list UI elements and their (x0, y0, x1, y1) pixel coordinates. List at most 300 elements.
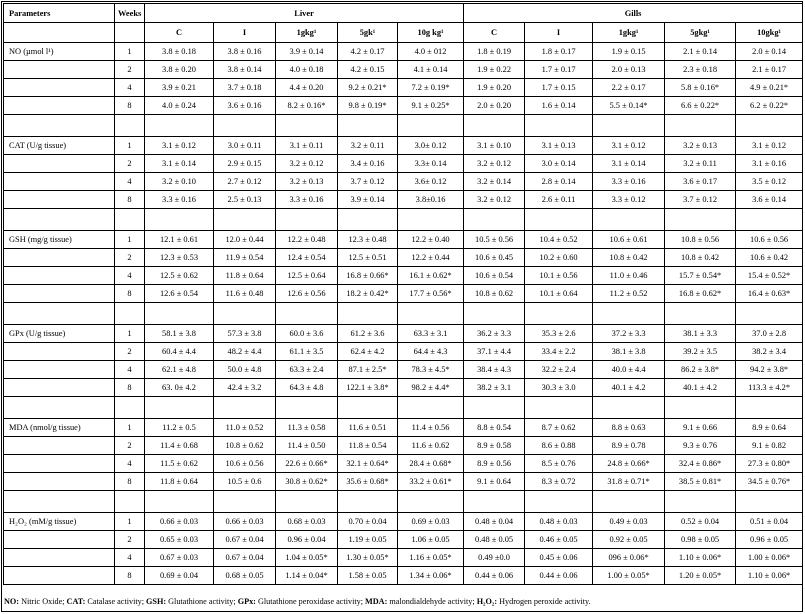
value-cell: 8.9 ± 0.58 (464, 437, 525, 455)
parameter-cell (4, 455, 115, 473)
value-cell: 1.00 ± 0.06* (736, 549, 803, 567)
parameter-cell (4, 173, 115, 191)
value-cell: 28.4 ± 0.68* (398, 455, 464, 473)
value-cell: 10.2 ± 0.60 (525, 249, 593, 267)
value-cell: 12.6 ± 0.56 (276, 285, 338, 303)
parameter-cell: GPx (U/g tissue) (4, 325, 115, 343)
week-cell: 2 (115, 531, 145, 549)
value-cell: 4.9 ± 0.21* (736, 79, 803, 97)
value-cell: 9.1 ± 0.66 (665, 419, 736, 437)
spacer-row (4, 397, 803, 419)
value-cell: 1.34 ± 0.06* (398, 567, 464, 585)
value-cell: 10.8 ± 0.42 (593, 249, 665, 267)
blank-cell (338, 397, 398, 419)
value-cell: 38.2 ± 3.4 (736, 343, 803, 361)
value-cell: 12.2 ± 0.40 (398, 231, 464, 249)
parameter-cell (4, 379, 115, 397)
gills-i-header: I (525, 23, 593, 43)
blank-cell (736, 209, 803, 231)
table-row (4, 419, 803, 437)
value-cell: 12.4 ± 0.54 (276, 249, 338, 267)
value-cell: 60.0 ± 3.6 (276, 325, 338, 343)
value-cell: 1.6 ± 0.14 (525, 97, 593, 115)
value-cell: 63. 0± 4.2 (145, 379, 214, 397)
blank-cell (593, 303, 665, 325)
value-cell: 40.0 ± 4.4 (593, 361, 665, 379)
value-cell: 6.2 ± 0.22* (736, 97, 803, 115)
value-cell: 8.6 ± 0.88 (525, 437, 593, 455)
table-row (4, 97, 803, 115)
value-cell: 32.4 ± 0.86* (665, 455, 736, 473)
liver-5g-header: 5gk¹ (338, 23, 398, 43)
value-cell: 2.6 ± 0.11 (525, 191, 593, 209)
value-cell: 8.9 ± 0.78 (593, 437, 665, 455)
value-cell: 10.4 ± 0.52 (525, 231, 593, 249)
value-cell: 2.0 ± 0.20 (464, 97, 525, 115)
week-cell: 8 (115, 97, 145, 115)
value-cell: 10.8 ± 0.42 (665, 249, 736, 267)
table-row (4, 173, 803, 191)
spacer-row (4, 303, 803, 325)
footnote-abbr: GSH: (146, 597, 167, 606)
blank-cell (464, 397, 525, 419)
value-cell: 12.5 ± 0.64 (276, 267, 338, 285)
blank-cell (338, 303, 398, 325)
value-cell: 8.9 ± 0.56 (464, 455, 525, 473)
week-cell: 1 (115, 513, 145, 531)
value-cell: 35.6 ± 0.68* (338, 473, 398, 491)
table-row (4, 437, 803, 455)
table-row (4, 137, 803, 155)
value-cell: 6.6 ± 0.22* (665, 97, 736, 115)
value-cell: 3.8±0.16 (398, 191, 464, 209)
value-cell: 3.6± 0.12 (398, 173, 464, 191)
week-cell: 1 (115, 43, 145, 61)
value-cell: 42.4 ± 3.2 (214, 379, 276, 397)
week-cell: 8 (115, 285, 145, 303)
value-cell: 16.8 ± 0.62* (665, 285, 736, 303)
value-cell: 3.1 ± 0.12 (145, 137, 214, 155)
value-cell: 2.9 ± 0.15 (214, 155, 276, 173)
blank-cell (736, 115, 803, 137)
week-cell: 4 (115, 455, 145, 473)
value-cell: 9.8 ± 0.19* (338, 97, 398, 115)
value-cell: 3.6 ± 0.16 (214, 97, 276, 115)
value-cell: 10.8 ± 0.56 (665, 231, 736, 249)
value-cell: 1.9 ± 0.20 (464, 79, 525, 97)
footnote-text: Nitric Oxide; (19, 597, 67, 606)
value-cell: 0.66 ± 0.03 (145, 513, 214, 531)
value-cell: 0.92 ± 0.05 (593, 531, 665, 549)
week-cell: 1 (115, 231, 145, 249)
gills-10g-header: 10gkg¹ (736, 23, 803, 43)
value-cell: 3.8 ± 0.16 (214, 43, 276, 61)
value-cell: 3.1 ± 0.12 (593, 137, 665, 155)
value-cell: 30.8 ± 0.62* (276, 473, 338, 491)
parameters-header: Parameters (4, 4, 115, 23)
value-cell: 64.3 ± 4.8 (276, 379, 338, 397)
blank-cell (214, 209, 276, 231)
table-row (4, 567, 803, 585)
table-row (4, 549, 803, 567)
value-cell: 1.04 ± 0.05* (276, 549, 338, 567)
parameter-cell (4, 437, 115, 455)
value-cell: 10.5 ± 0.56 (464, 231, 525, 249)
value-cell: 2.2 ± 0.17 (593, 79, 665, 97)
footnote-abbr: GPx: (237, 597, 256, 606)
value-cell: 4.1 ± 0.14 (398, 61, 464, 79)
value-cell: 4.4 ± 0.20 (276, 79, 338, 97)
week-cell: 4 (115, 173, 145, 191)
value-cell: 63.3 ± 2.4 (276, 361, 338, 379)
value-cell: 3.1 ± 0.11 (276, 137, 338, 155)
value-cell: 11.6 ± 0.62 (398, 437, 464, 455)
value-cell: 0.51 ± 0.04 (736, 513, 803, 531)
liver-header: Liver (145, 4, 464, 23)
value-cell: 0.44 ± 0.06 (525, 567, 593, 585)
subheader-row (4, 23, 803, 43)
value-cell: 38.4 ± 4.3 (464, 361, 525, 379)
value-cell: 0.69 ± 0.03 (398, 513, 464, 531)
value-cell: 3.2 ± 0.13 (665, 137, 736, 155)
value-cell: 9.2 ± 0.21* (338, 79, 398, 97)
blank-cell (525, 491, 593, 513)
week-cell: 1 (115, 419, 145, 437)
value-cell: 3.3 ± 0.12 (593, 191, 665, 209)
value-cell: 8.3 ± 0.72 (525, 473, 593, 491)
blank-cell (398, 491, 464, 513)
footnote-abbr: CAT: (66, 597, 86, 606)
table-row (4, 379, 803, 397)
value-cell: 1.30 ± 0.05* (338, 549, 398, 567)
blank-cell (115, 23, 145, 43)
value-cell: 3.5 ± 0.12 (736, 173, 803, 191)
table-row (4, 285, 803, 303)
value-cell: 11.8 ± 0.64 (145, 473, 214, 491)
value-cell: 63.3 ± 3.1 (398, 325, 464, 343)
value-cell: 58.1 ± 3.8 (145, 325, 214, 343)
liver-10g-header: 10g kg¹ (398, 23, 464, 43)
blank-cell (593, 209, 665, 231)
value-cell: 11.0 ± 0.46 (593, 267, 665, 285)
blank-cell (736, 397, 803, 419)
parameter-cell: GSH (mg/g tissue) (4, 231, 115, 249)
value-cell: 10.6 ± 0.42 (736, 249, 803, 267)
value-cell: 3.9 ± 0.14 (338, 191, 398, 209)
blank-cell (736, 303, 803, 325)
value-cell: 38.1 ± 3.3 (665, 325, 736, 343)
value-cell: 11.8 ± 0.64 (214, 267, 276, 285)
value-cell: 0.67 ± 0.03 (145, 549, 214, 567)
week-cell: 4 (115, 79, 145, 97)
value-cell: 15.4 ± 0.52* (736, 267, 803, 285)
value-cell: 16.1 ± 0.62* (398, 267, 464, 285)
parameter-cell (4, 361, 115, 379)
value-cell: 4.2 ± 0.15 (338, 61, 398, 79)
value-cell: 0.67 ± 0.04 (214, 549, 276, 567)
value-cell: 4.0 ± 0.18 (276, 61, 338, 79)
value-cell: 0.98 ± 0.05 (665, 531, 736, 549)
value-cell: 1.9 ± 0.22 (464, 61, 525, 79)
footnote-abbr: MDA: (365, 597, 388, 606)
parameter-cell (4, 249, 115, 267)
value-cell: 4.2 ± 0.17 (338, 43, 398, 61)
blank-cell (464, 209, 525, 231)
value-cell: 40.1 ± 4.2 (665, 379, 736, 397)
weeks-header: Weeks (115, 4, 145, 23)
blank-cell (115, 491, 145, 513)
parameter-cell (4, 155, 115, 173)
value-cell: 38.2 ± 3.1 (464, 379, 525, 397)
blank-cell (4, 491, 115, 513)
week-cell: 2 (115, 343, 145, 361)
value-cell: 3.0 ± 0.14 (525, 155, 593, 173)
value-cell: 1.9 ± 0.15 (593, 43, 665, 61)
parameter-cell (4, 61, 115, 79)
blank-cell (665, 397, 736, 419)
value-cell: 2.0 ± 0.14 (736, 43, 803, 61)
value-cell: 5.5 ± 0.14* (593, 97, 665, 115)
blank-cell (214, 303, 276, 325)
value-cell: 0.66 ± 0.03 (214, 513, 276, 531)
value-cell: 33.2 ± 0.61* (398, 473, 464, 491)
value-cell: 57.3 ± 3.8 (214, 325, 276, 343)
value-cell: 11.4 ± 0.50 (276, 437, 338, 455)
value-cell: 62.1 ± 4.8 (145, 361, 214, 379)
value-cell: 3.1 ± 0.16 (736, 155, 803, 173)
gills-1g-header: 1gkg¹ (593, 23, 665, 43)
blank-cell (145, 209, 214, 231)
value-cell: 3.7 ± 0.18 (214, 79, 276, 97)
value-cell: 3.4 ± 0.16 (338, 155, 398, 173)
value-cell: 0.45 ± 0.06 (525, 549, 593, 567)
gills-5g-header: 5gkg¹ (665, 23, 736, 43)
table-row (4, 231, 803, 249)
value-cell: 1.8 ± 0.19 (464, 43, 525, 61)
value-cell: 10.8 ± 0.62 (464, 285, 525, 303)
value-cell: 3.3 ± 0.16 (593, 173, 665, 191)
value-cell: 0.52 ± 0.04 (665, 513, 736, 531)
value-cell: 7.2 ± 0.19* (398, 79, 464, 97)
blank-cell (525, 303, 593, 325)
value-cell: 10.6 ± 0.56 (214, 455, 276, 473)
value-cell: 12.3 ± 0.53 (145, 249, 214, 267)
value-cell: 11.9 ± 0.54 (214, 249, 276, 267)
value-cell: 1.06 ± 0.05 (398, 531, 464, 549)
spacer-row (4, 491, 803, 513)
value-cell: 11.6 ± 0.48 (214, 285, 276, 303)
value-cell: 1.19 ± 0.05 (338, 531, 398, 549)
blank-cell (276, 115, 338, 137)
blank-cell (525, 115, 593, 137)
value-cell: 4.0 ± 0.24 (145, 97, 214, 115)
value-cell: 0.48 ± 0.04 (464, 513, 525, 531)
table-row (4, 43, 803, 61)
value-cell: 12.2 ± 0.48 (276, 231, 338, 249)
value-cell: 1.58 ± 0.05 (338, 567, 398, 585)
parameter-cell: NO (µmol l¹) (4, 43, 115, 61)
value-cell: 0.96 ± 0.04 (276, 531, 338, 549)
blank-cell (665, 209, 736, 231)
blank-cell (115, 397, 145, 419)
week-cell: 8 (115, 191, 145, 209)
value-cell: 3.2 ± 0.11 (338, 137, 398, 155)
value-cell: 3.2 ± 0.14 (464, 173, 525, 191)
footnote-abbr: H₂O₂: (476, 597, 498, 606)
value-cell: 17.7 ± 0.56* (398, 285, 464, 303)
week-cell: 8 (115, 567, 145, 585)
footnote-text: Hydrogen peroxide activity. (497, 597, 591, 606)
value-cell: 3.1 ± 0.13 (525, 137, 593, 155)
value-cell: 22.6 ± 0.66* (276, 455, 338, 473)
table-row (4, 473, 803, 491)
value-cell: 32.1 ± 0.64* (338, 455, 398, 473)
value-cell: 1.7 ± 0.17 (525, 61, 593, 79)
blank-cell (665, 303, 736, 325)
blank-cell (464, 115, 525, 137)
footnote-text: Catalase activity; (85, 597, 147, 606)
value-cell: 11.8 ± 0.54 (338, 437, 398, 455)
value-cell: 0.48 ± 0.05 (464, 531, 525, 549)
table-row (4, 79, 803, 97)
value-cell: 3.3 ± 0.16 (276, 191, 338, 209)
blank-cell (145, 115, 214, 137)
blank-cell (593, 397, 665, 419)
value-cell: 32.2 ± 2.4 (525, 361, 593, 379)
value-cell: 8.2 ± 0.16* (276, 97, 338, 115)
liver-1g-header: 1gkg¹ (276, 23, 338, 43)
value-cell: 34.5 ± 0.76* (736, 473, 803, 491)
value-cell: 16.4 ± 0.63* (736, 285, 803, 303)
value-cell: 1.00 ± 0.05* (593, 567, 665, 585)
parameter-cell (4, 567, 115, 585)
value-cell: 0.69 ± 0.04 (145, 567, 214, 585)
value-cell: 10.6 ± 0.45 (464, 249, 525, 267)
value-cell: 11.4 ± 0.68 (145, 437, 214, 455)
value-cell: 3.0± 0.12 (398, 137, 464, 155)
value-cell: 1.8 ± 0.17 (525, 43, 593, 61)
parameter-cell (4, 267, 115, 285)
value-cell: 62.4 ± 4.2 (338, 343, 398, 361)
parameter-cell (4, 285, 115, 303)
value-cell: 11.2 ± 0.5 (145, 419, 214, 437)
value-cell: 3.0 ± 0.11 (214, 137, 276, 155)
blank-cell (4, 115, 115, 137)
value-cell: 2.3 ± 0.18 (665, 61, 736, 79)
table-row (4, 361, 803, 379)
week-cell: 1 (115, 325, 145, 343)
value-cell: 8.9 ± 0.64 (736, 419, 803, 437)
blank-cell (115, 303, 145, 325)
value-cell: 16.8 ± 0.66* (338, 267, 398, 285)
header-row (4, 4, 803, 23)
week-cell: 4 (115, 549, 145, 567)
blank-cell (4, 209, 115, 231)
value-cell: 33.4 ± 2.2 (525, 343, 593, 361)
value-cell: 0.65 ± 0.03 (145, 531, 214, 549)
footnote (4, 597, 591, 607)
value-cell: 61.2 ± 3.6 (338, 325, 398, 343)
value-cell: 11.2 ± 0.52 (593, 285, 665, 303)
value-cell: 12.5 ± 0.51 (338, 249, 398, 267)
week-cell: 2 (115, 61, 145, 79)
week-cell: 8 (115, 379, 145, 397)
value-cell: 78.3 ± 4.5* (398, 361, 464, 379)
value-cell: 0.49 ± 0.03 (593, 513, 665, 531)
blank-cell (338, 491, 398, 513)
blank-cell (145, 397, 214, 419)
blank-cell (214, 397, 276, 419)
blank-cell (665, 115, 736, 137)
value-cell: 0.67 ± 0.04 (214, 531, 276, 549)
value-cell: 0.49 ±0.0 (464, 549, 525, 567)
value-cell: 0.70 ± 0.04 (338, 513, 398, 531)
value-cell: 0.68 ± 0.03 (276, 513, 338, 531)
value-cell: 3.9 ± 0.21 (145, 79, 214, 97)
value-cell: 10.5 ± 0.6 (214, 473, 276, 491)
value-cell: 3.3± 0.14 (398, 155, 464, 173)
blank-cell (4, 303, 115, 325)
value-cell: 12.6 ± 0.54 (145, 285, 214, 303)
value-cell: 37.2 ± 3.3 (593, 325, 665, 343)
blank-cell (145, 491, 214, 513)
value-cell: 3.1 ± 0.10 (464, 137, 525, 155)
value-cell: 3.2 ± 0.13 (276, 173, 338, 191)
value-cell: 1.10 ± 0.06* (665, 549, 736, 567)
value-cell: 60.4 ± 4.4 (145, 343, 214, 361)
week-cell: 4 (115, 361, 145, 379)
table-row (4, 531, 803, 549)
table-row (4, 191, 803, 209)
value-cell: 3.8 ± 0.14 (214, 61, 276, 79)
value-cell: 12.5 ± 0.62 (145, 267, 214, 285)
value-cell: 3.1 ± 0.14 (145, 155, 214, 173)
value-cell: 10.6 ± 0.54 (464, 267, 525, 285)
footnote-text: malondialdehyde activity; (387, 597, 477, 606)
parameter-cell: MDA (nmol/g tissue) (4, 419, 115, 437)
value-cell: 27.3 ± 0.80* (736, 455, 803, 473)
liver-c-header: C (145, 23, 214, 43)
liver-i-header: I (214, 23, 276, 43)
value-cell: 10.6 ± 0.56 (736, 231, 803, 249)
blank-cell (525, 397, 593, 419)
table-row (4, 343, 803, 361)
footnote-text: Glutathione peroxidase activity; (255, 597, 366, 606)
value-cell: 0.46 ± 0.05 (525, 531, 593, 549)
value-cell: 38.1 ± 3.8 (593, 343, 665, 361)
parameter-cell: CAT (U/g tissue) (4, 137, 115, 155)
value-cell: 31.8 ± 0.71* (593, 473, 665, 491)
results-table (3, 3, 803, 585)
value-cell: 3.1 ± 0.12 (736, 137, 803, 155)
value-cell: 18.2 ± 0.42* (338, 285, 398, 303)
value-cell: 1.14 ± 0.04* (276, 567, 338, 585)
value-cell: 10.1 ± 0.56 (525, 267, 593, 285)
value-cell: 3.2 ± 0.12 (464, 191, 525, 209)
value-cell: 11.6 ± 0.51 (338, 419, 398, 437)
value-cell: 3.3 ± 0.16 (145, 191, 214, 209)
table-row (4, 513, 803, 531)
value-cell: 40.1 ± 4.2 (593, 379, 665, 397)
value-cell: 9.3 ± 0.76 (665, 437, 736, 455)
value-cell: 9.1 ± 0.82 (736, 437, 803, 455)
value-cell: 113.3 ± 4.2* (736, 379, 803, 397)
parameter-cell (4, 549, 115, 567)
blank-cell (214, 491, 276, 513)
blank-cell (736, 491, 803, 513)
spacer-row (4, 115, 803, 137)
blank-cell (525, 209, 593, 231)
